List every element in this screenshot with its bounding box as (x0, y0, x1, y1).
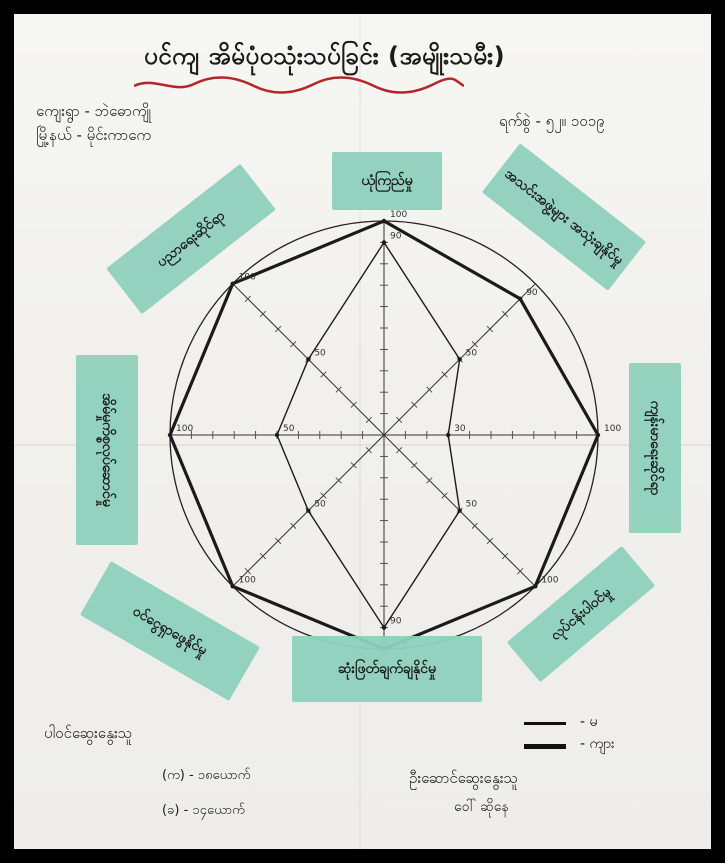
radar-value-label: 90 (390, 231, 402, 242)
axis-label-bottom-right: လုပ်ငန်းပါဝင်မှု (507, 546, 655, 682)
radar-point (596, 433, 600, 437)
radar-value-label: 50 (314, 348, 326, 359)
participants-female: (က) - ၁၈ယောက် (162, 768, 251, 783)
axis-label-top: ယုံကြည်မှု (332, 152, 442, 210)
radar-point (446, 433, 450, 437)
radar-value-label: 100 (390, 210, 408, 220)
radar-point (230, 281, 234, 285)
radar-point (382, 625, 386, 629)
radar-point (275, 433, 279, 437)
radar-point (457, 357, 461, 361)
radar-value-label: 50 (283, 424, 295, 434)
facilitator-name: ဝေါ် ဆိုနေ (454, 799, 509, 815)
line-legend-male-label: - ကျား (580, 736, 615, 752)
poster-title: ပင်ကျ အိမ်ပုံဝသုံးသပ်ခြင်း (အမျိုးသမီး) (144, 42, 506, 70)
radar-point (168, 433, 172, 437)
radar-point (306, 508, 310, 512)
radar-value-label: 50 (465, 499, 478, 510)
radar-value-label: 100 (238, 575, 256, 586)
thick-line-swatch (524, 744, 566, 749)
axis-label-bottom-left: ဝင်ငွေရှာဖွေနိုင်မှု (80, 561, 260, 701)
thin-line-swatch (524, 722, 566, 725)
radar-value-label: 50 (465, 348, 478, 359)
radar-value-label: 100 (176, 424, 194, 434)
axis-label-left: အိမ်မှုကိစ္စလုပ်ဆောင်မှု (76, 355, 138, 545)
radar-point (382, 219, 386, 223)
radar-value-label: 30 (454, 424, 466, 434)
axis-label-right: ကျန်းမာရေးဆိုင်ရာ (629, 363, 681, 533)
radar-value-label: 100 (238, 272, 256, 283)
radar-point (382, 240, 386, 244)
radar-value-label: 50 (314, 499, 326, 510)
radar-point (533, 584, 537, 588)
radar-point (457, 508, 461, 512)
radar-value-label: 90 (526, 287, 538, 298)
facilitator-label: ဦးဆောင်ဆွေးနွေးသူ (409, 769, 519, 787)
line-legend-female-label: - မ (580, 714, 598, 730)
axis-label-top-right: အသင်းအဖွဲ့များ အသုံးချနိုင်မှု (482, 143, 646, 290)
village-label: ကျေးရွာ - ဘဲဓောကျို (36, 102, 152, 120)
radar-value-label: 100 (541, 575, 559, 586)
participants-male: (ခ) - ၁၄ယောက် (162, 803, 245, 818)
date-label: ရက်စွဲ - ၅၂။ ၁၀၁၉ (499, 112, 605, 130)
participants-heading: ပါဝင်ဆွေးနွေးသူ (44, 724, 133, 742)
radar-value-label: 90 (390, 616, 402, 627)
axis-label-bottom: ဆုံးဖြတ်ချက်ချနိုင်မှု (292, 636, 482, 702)
township-label: မြို့နယ် - မိုင်းကာကေ (36, 126, 152, 144)
poster-paper (14, 14, 711, 849)
radar-point (306, 357, 310, 361)
radar-value-label: 100 (604, 424, 622, 434)
radar-point (518, 297, 522, 301)
axis-label-top-left: ပညာရေးဆိုင်ရာ (106, 164, 276, 314)
radar-point (230, 584, 234, 588)
